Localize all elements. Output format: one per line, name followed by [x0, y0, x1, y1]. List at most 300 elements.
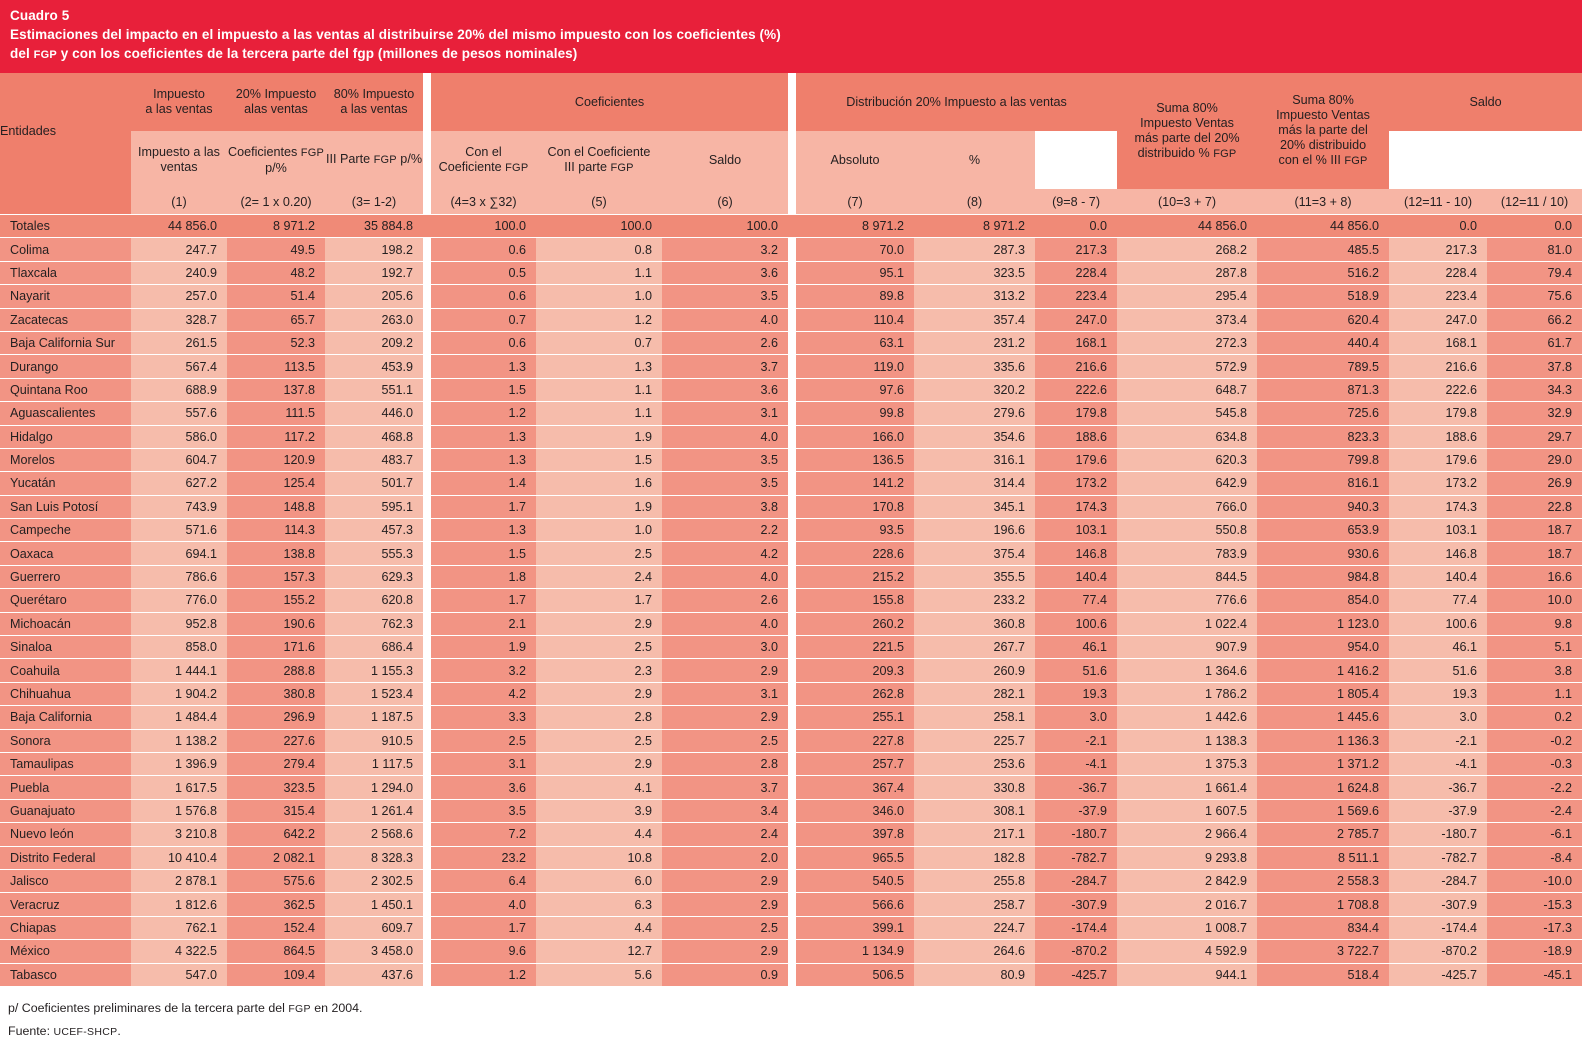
row-cell: 776.6 — [1117, 589, 1257, 612]
table-row — [0, 636, 1582, 659]
table-row — [0, 519, 1582, 542]
row-cell: 799.8 — [1257, 448, 1389, 471]
row-cell: 8 511.1 — [1257, 846, 1389, 869]
row-cell: 217.3 — [1389, 238, 1487, 261]
row-cell: -180.7 — [1389, 823, 1487, 846]
column-group-gap — [788, 425, 796, 448]
row-cell: 19.3 — [1389, 682, 1487, 705]
row-cell: 1.5 — [536, 448, 662, 471]
table-row — [0, 963, 1582, 986]
row-cell: 944.1 — [1117, 963, 1257, 986]
row-cell: 323.5 — [914, 261, 1035, 284]
row-cell: 1 123.0 — [1257, 612, 1389, 635]
table-row — [0, 495, 1582, 518]
column-group-gap — [788, 261, 796, 284]
row-cell: 313.2 — [914, 285, 1035, 308]
row-cell: 1.0 — [536, 519, 662, 542]
row-cell: 51.6 — [1389, 659, 1487, 682]
row-cell: 776.0 — [131, 589, 227, 612]
row-cell: 216.6 — [1389, 355, 1487, 378]
column-group-gap — [788, 869, 796, 892]
row-cell: 483.7 — [325, 448, 423, 471]
row-cell: 3.1 — [431, 752, 536, 775]
title-line-2 — [10, 44, 1572, 65]
row-cell: 4.0 — [662, 308, 788, 331]
row-entity-name: Nuevo león — [0, 823, 131, 846]
column-group-gap — [423, 869, 431, 892]
row-cell: 188.6 — [1035, 425, 1117, 448]
row-cell: 3.2 — [431, 659, 536, 682]
row-entity-name: Colima — [0, 238, 131, 261]
row-cell: 501.7 — [325, 472, 423, 495]
row-cell: 930.6 — [1257, 542, 1389, 565]
row-cell: 316.1 — [914, 448, 1035, 471]
row-cell: 100.6 — [1035, 612, 1117, 635]
row-cell: 109.4 — [227, 963, 325, 986]
row-cell: 485.5 — [1257, 238, 1389, 261]
source-abbr: UCEF-SHCP — [53, 1025, 118, 1038]
row-cell: 4.2 — [431, 682, 536, 705]
column-group-gap — [423, 682, 431, 705]
row-cell: 373.4 — [1117, 308, 1257, 331]
row-cell: 258.7 — [914, 893, 1035, 916]
row-cell: 572.9 — [1117, 355, 1257, 378]
column-group-gap — [788, 682, 796, 705]
row-cell: 255.8 — [914, 869, 1035, 892]
row-cell: 954.0 — [1257, 636, 1389, 659]
row-cell: 314.4 — [914, 472, 1035, 495]
fgp-abbr: FGP — [300, 146, 325, 159]
row-cell: 399.1 — [796, 916, 914, 939]
row-cell: 2.8 — [536, 706, 662, 729]
row-cell: 77.4 — [1389, 589, 1487, 612]
row-cell: 1 022.4 — [1117, 612, 1257, 635]
row-cell: 113.5 — [227, 355, 325, 378]
header-col-7: Con el Coeficiente FGP — [431, 131, 536, 189]
row-cell: 228.4 — [1035, 261, 1117, 284]
header-number-1: (1) — [131, 189, 227, 215]
row-cell: 140.4 — [1035, 565, 1117, 588]
row-cell: -284.7 — [1035, 869, 1117, 892]
footnote-text-b: en 2004. — [310, 1000, 363, 1015]
row-cell: 22.8 — [1487, 495, 1582, 518]
row-cell: -10.0 — [1487, 869, 1582, 892]
row-cell: 65.7 — [227, 308, 325, 331]
header-number-8: (8) — [914, 189, 1035, 215]
row-cell: 367.4 — [796, 776, 914, 799]
row-entity-name: Yucatán — [0, 472, 131, 495]
row-cell: 360.8 — [914, 612, 1035, 635]
row-cell: 516.2 — [1257, 261, 1389, 284]
row-cell: 3.4 — [662, 799, 788, 822]
row-cell: 70.0 — [796, 238, 914, 261]
row-cell: 6.0 — [536, 869, 662, 892]
column-group-gap — [788, 776, 796, 799]
row-cell: 2 302.5 — [325, 869, 423, 892]
row-cell: 823.3 — [1257, 425, 1389, 448]
column-group-gap — [788, 448, 796, 471]
row-cell: 2 878.1 — [131, 869, 227, 892]
row-cell: 224.7 — [914, 916, 1035, 939]
row-cell: 0.0 — [1035, 215, 1117, 238]
row-cell: 44 856.0 — [1257, 215, 1389, 238]
row-cell: 170.8 — [796, 495, 914, 518]
row-cell: 3.0 — [1035, 706, 1117, 729]
row-cell: 174.3 — [1035, 495, 1117, 518]
column-group-gap — [788, 729, 796, 752]
row-cell: 686.4 — [325, 636, 423, 659]
row-cell: 136.5 — [796, 448, 914, 471]
header-col-10: Suma 80% Impuesto Ventas más parte del 20% distribuido % FGP — [1117, 73, 1257, 189]
row-cell: 362.5 — [227, 893, 325, 916]
row-cell: 1 904.2 — [131, 682, 227, 705]
header-number-3: (3= 1-2) — [325, 189, 423, 215]
title-line-2-part-b: y con los coeficientes de la tercera parte del fgp (millones de pesos nominales) — [56, 46, 578, 61]
row-cell: 1 136.3 — [1257, 729, 1389, 752]
row-cell: 209.2 — [325, 331, 423, 354]
row-cell: 16.6 — [1487, 565, 1582, 588]
fgp-abbr: FGP — [505, 161, 529, 174]
row-cell: 1.7 — [431, 916, 536, 939]
row-cell: 323.5 — [227, 776, 325, 799]
table-row — [0, 308, 1582, 331]
header-col-11: Suma 80% Impuesto Ventas más la parte del 20% distribuido con el % III FGP — [1257, 73, 1389, 189]
row-cell: 1 138.3 — [1117, 729, 1257, 752]
column-group-gap — [423, 402, 431, 425]
row-cell: 61.7 — [1487, 331, 1582, 354]
row-cell: 288.8 — [227, 659, 325, 682]
row-cell: 3.8 — [662, 495, 788, 518]
row-cell: -8.4 — [1487, 846, 1582, 869]
table-row — [0, 261, 1582, 284]
column-group-gap — [423, 355, 431, 378]
header-number-11: (11=3 + 8) — [1257, 189, 1389, 215]
row-entity-name: Chiapas — [0, 916, 131, 939]
row-cell: 51.4 — [227, 285, 325, 308]
header-number-9: (9=8 - 7) — [1035, 189, 1117, 215]
row-cell: 0.7 — [431, 308, 536, 331]
row-cell: 2.9 — [536, 682, 662, 705]
column-group-gap — [423, 425, 431, 448]
row-cell: 157.3 — [227, 565, 325, 588]
row-cell: 223.4 — [1389, 285, 1487, 308]
row-cell: 1 008.7 — [1117, 916, 1257, 939]
header-col-1: Impuesto a las ventas — [131, 73, 227, 131]
column-group-gap — [788, 706, 796, 729]
row-cell: -782.7 — [1035, 846, 1117, 869]
row-cell: 119.0 — [796, 355, 914, 378]
column-group-gap — [788, 893, 796, 916]
row-cell: 2.3 — [536, 659, 662, 682]
table-row — [0, 823, 1582, 846]
row-cell: 2.4 — [536, 565, 662, 588]
row-cell: 1.3 — [431, 519, 536, 542]
column-group-gap — [788, 916, 796, 939]
table-row — [0, 425, 1582, 448]
header-col-4: Impuesto a las ventas — [131, 131, 227, 189]
row-cell: 140.4 — [1389, 565, 1487, 588]
table-row — [0, 729, 1582, 752]
row-cell: 629.3 — [325, 565, 423, 588]
row-cell: 2.9 — [536, 612, 662, 635]
row-cell: 138.8 — [227, 542, 325, 565]
column-group-gap — [423, 519, 431, 542]
row-cell: 103.1 — [1389, 519, 1487, 542]
row-cell: 222.6 — [1035, 378, 1117, 401]
row-cell: 1.9 — [536, 425, 662, 448]
header-number-7: (7) — [796, 189, 914, 215]
row-cell: 1 364.6 — [1117, 659, 1257, 682]
row-cell: 330.8 — [914, 776, 1035, 799]
row-cell: 355.5 — [914, 565, 1035, 588]
column-group-gap — [423, 331, 431, 354]
row-cell: 2.9 — [662, 940, 788, 963]
row-cell: 1 624.8 — [1257, 776, 1389, 799]
row-cell: 0.6 — [431, 285, 536, 308]
table-row — [0, 659, 1582, 682]
row-cell: 854.0 — [1257, 589, 1389, 612]
row-cell: 49.5 — [227, 238, 325, 261]
header-group-saldo: Saldo — [1389, 73, 1582, 131]
row-cell: 743.9 — [131, 495, 227, 518]
header-entidades: Entidades — [0, 73, 131, 189]
row-cell: 1.3 — [431, 355, 536, 378]
row-cell: 1.1 — [536, 402, 662, 425]
row-cell: 26.9 — [1487, 472, 1582, 495]
row-cell: 99.8 — [796, 402, 914, 425]
row-cell: 3.6 — [662, 378, 788, 401]
row-cell: 1 375.3 — [1117, 752, 1257, 775]
row-cell: 1 617.5 — [131, 776, 227, 799]
column-group-gap — [423, 378, 431, 401]
row-cell: 648.7 — [1117, 378, 1257, 401]
row-cell: 789.5 — [1257, 355, 1389, 378]
row-cell: 1 576.8 — [131, 799, 227, 822]
row-cell: 571.6 — [131, 519, 227, 542]
column-group-gap — [423, 752, 431, 775]
row-cell: 1 261.4 — [325, 799, 423, 822]
row-cell: 1 442.6 — [1117, 706, 1257, 729]
row-cell: 1 523.4 — [325, 682, 423, 705]
row-cell: 23.2 — [431, 846, 536, 869]
row-cell: 32.9 — [1487, 402, 1582, 425]
row-cell: 2.9 — [536, 752, 662, 775]
row-cell: 100.6 — [1389, 612, 1487, 635]
column-group-gap — [423, 776, 431, 799]
header-number-13: (12=11 / 10) — [1487, 189, 1582, 215]
row-cell: 103.1 — [1035, 519, 1117, 542]
row-cell: 80.9 — [914, 963, 1035, 986]
row-cell: 260.9 — [914, 659, 1035, 682]
row-cell: 146.8 — [1389, 542, 1487, 565]
row-cell: 3.5 — [662, 472, 788, 495]
row-cell: 446.0 — [325, 402, 423, 425]
table-row — [0, 565, 1582, 588]
row-cell: -0.2 — [1487, 729, 1582, 752]
row-cell: 222.6 — [1389, 378, 1487, 401]
row-cell: 1.8 — [431, 565, 536, 588]
table-header — [0, 73, 1582, 215]
row-cell: -174.4 — [1035, 916, 1117, 939]
row-cell: -284.7 — [1389, 869, 1487, 892]
column-group-gap — [423, 495, 431, 518]
row-cell: 148.8 — [227, 495, 325, 518]
row-cell: 2 082.1 — [227, 846, 325, 869]
row-cell: -15.3 — [1487, 893, 1582, 916]
row-entity-name: Baja California Sur — [0, 331, 131, 354]
row-cell: 282.1 — [914, 682, 1035, 705]
table-row — [0, 776, 1582, 799]
row-cell: 10 410.4 — [131, 846, 227, 869]
row-cell: 3 722.7 — [1257, 940, 1389, 963]
row-cell: 1 445.6 — [1257, 706, 1389, 729]
row-entity-name: Veracruz — [0, 893, 131, 916]
column-group-gap — [423, 565, 431, 588]
row-cell: 2.5 — [536, 636, 662, 659]
table-row — [0, 542, 1582, 565]
data-table — [0, 73, 1582, 987]
row-cell: -4.1 — [1035, 752, 1117, 775]
row-cell: 258.1 — [914, 706, 1035, 729]
row-cell: 155.8 — [796, 589, 914, 612]
table-row — [0, 682, 1582, 705]
row-cell: 2.1 — [431, 612, 536, 635]
row-cell: 1 805.4 — [1257, 682, 1389, 705]
row-cell: 620.4 — [1257, 308, 1389, 331]
row-cell: 190.6 — [227, 612, 325, 635]
title-line-1: Estimaciones del impacto en el impuesto a las ventas al distribuirse 20% del mismo impuesto con los coeficientes (%) — [10, 27, 781, 42]
table-number: Cuadro 5 — [10, 8, 70, 23]
row-cell: 3.6 — [662, 261, 788, 284]
row-cell: 1 786.2 — [1117, 682, 1257, 705]
row-cell: 267.7 — [914, 636, 1035, 659]
row-cell: 100.0 — [431, 215, 536, 238]
row-cell: 34.3 — [1487, 378, 1582, 401]
row-cell: 1.2 — [431, 402, 536, 425]
title-banner — [0, 0, 1582, 73]
row-cell: 48.2 — [227, 261, 325, 284]
row-cell: 1.3 — [431, 425, 536, 448]
footnote-text-a: p/ Coeficientes preliminares de la tercera parte del — [8, 1000, 289, 1015]
table-row — [0, 916, 1582, 939]
table-row — [0, 940, 1582, 963]
row-cell: 688.9 — [131, 378, 227, 401]
row-cell: 952.8 — [131, 612, 227, 635]
row-cell: 217.3 — [1035, 238, 1117, 261]
row-cell: 940.3 — [1257, 495, 1389, 518]
fgp-abbr: FGP — [610, 161, 634, 174]
row-cell: 179.8 — [1389, 402, 1487, 425]
row-cell: -174.4 — [1389, 916, 1487, 939]
column-group-gap — [423, 261, 431, 284]
row-cell: 1.9 — [536, 495, 662, 518]
table-row — [0, 589, 1582, 612]
column-group-gap — [788, 636, 796, 659]
row-cell: 1 294.0 — [325, 776, 423, 799]
row-cell: 296.9 — [227, 706, 325, 729]
row-cell: 63.1 — [796, 331, 914, 354]
column-group-gap — [788, 331, 796, 354]
row-cell: 4 322.5 — [131, 940, 227, 963]
row-cell: 2.2 — [662, 519, 788, 542]
row-cell: 0.6 — [431, 331, 536, 354]
row-entity-name: Querétaro — [0, 589, 131, 612]
row-cell: 2.9 — [662, 869, 788, 892]
row-cell: 2 568.6 — [325, 823, 423, 846]
table-row — [0, 355, 1582, 378]
column-group-gap — [788, 752, 796, 775]
row-cell: 188.6 — [1389, 425, 1487, 448]
row-entity-name: Michoacán — [0, 612, 131, 635]
header-col-2: 20% Impuesto alas ventas — [227, 73, 325, 131]
row-cell: 308.1 — [914, 799, 1035, 822]
row-entity-name: Zacatecas — [0, 308, 131, 331]
row-cell: 550.8 — [1117, 519, 1257, 542]
row-cell: 179.6 — [1389, 448, 1487, 471]
row-cell: 437.6 — [325, 963, 423, 986]
column-group-gap — [423, 916, 431, 939]
row-cell: 1.5 — [431, 378, 536, 401]
row-cell: 1 371.2 — [1257, 752, 1389, 775]
table-row — [0, 402, 1582, 425]
row-cell: 0.2 — [1487, 706, 1582, 729]
column-group-gap — [423, 448, 431, 471]
row-cell: 8 971.2 — [796, 215, 914, 238]
row-cell: 255.1 — [796, 706, 914, 729]
row-cell: 547.0 — [131, 963, 227, 986]
table-row — [0, 612, 1582, 635]
column-group-gap — [788, 940, 796, 963]
row-cell: 272.3 — [1117, 331, 1257, 354]
row-cell: 221.5 — [796, 636, 914, 659]
row-cell: 766.0 — [1117, 495, 1257, 518]
row-cell: 620.3 — [1117, 448, 1257, 471]
row-cell: 1.9 — [431, 636, 536, 659]
row-cell: 551.1 — [325, 378, 423, 401]
column-group-gap — [423, 706, 431, 729]
row-cell: 653.9 — [1257, 519, 1389, 542]
fgp-abbr: FGP — [288, 1002, 311, 1015]
row-entity-name: México — [0, 940, 131, 963]
fgp-abbr: FGP — [1213, 147, 1237, 160]
row-cell: 0.0 — [1487, 215, 1582, 238]
column-group-gap — [788, 565, 796, 588]
row-cell: 233.2 — [914, 589, 1035, 612]
column-group-gap — [788, 846, 796, 869]
row-cell: 9 293.8 — [1117, 846, 1257, 869]
row-cell: -36.7 — [1035, 776, 1117, 799]
header-number-6: (6) — [662, 189, 788, 215]
row-cell: 253.6 — [914, 752, 1035, 775]
row-cell: 182.8 — [914, 846, 1035, 869]
source-period: . — [117, 1023, 121, 1038]
row-entity-name: Jalisco — [0, 869, 131, 892]
column-group-gap — [788, 542, 796, 565]
row-cell: 196.6 — [914, 519, 1035, 542]
row-cell: 29.0 — [1487, 448, 1582, 471]
row-cell: 566.6 — [796, 893, 914, 916]
column-group-gap — [423, 472, 431, 495]
row-cell: 227.8 — [796, 729, 914, 752]
row-cell: 223.4 — [1035, 285, 1117, 308]
fgp-abbr: FGP — [373, 154, 397, 166]
header-group-coeficientes: Coeficientes — [431, 73, 788, 131]
row-cell: 81.0 — [1487, 238, 1582, 261]
row-entity-name: Tamaulipas — [0, 752, 131, 775]
row-entity-name: Oaxaca — [0, 542, 131, 565]
column-group-gap — [788, 612, 796, 635]
row-cell: 79.4 — [1487, 261, 1582, 284]
